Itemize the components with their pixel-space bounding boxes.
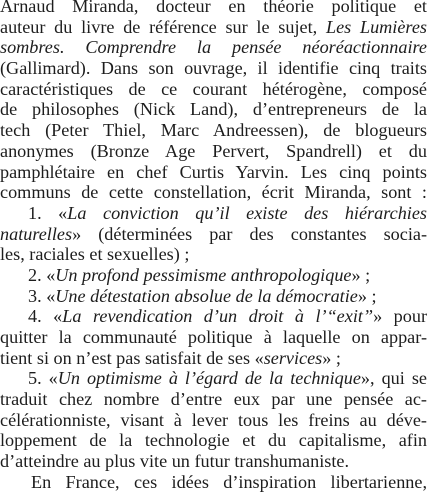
text-segment: » ; xyxy=(351,264,371,285)
text-line xyxy=(0,306,429,327)
text-line xyxy=(0,265,429,286)
text-line xyxy=(0,389,429,410)
text-line xyxy=(0,410,429,431)
text-line xyxy=(0,182,429,203)
text-line xyxy=(0,286,429,307)
text-segment: 2. « xyxy=(28,264,56,285)
text-line xyxy=(0,368,429,389)
text-line xyxy=(0,120,429,141)
text-line xyxy=(0,162,429,183)
text-segment: tech (Peter Thiel, Marc Andreessen), de blogueurs xyxy=(0,120,427,141)
italic-text: sombres. Comprendre la pensée néoréactionnaire xyxy=(0,37,427,58)
italic-text: Un profond pessimisme anthropologique xyxy=(55,264,352,285)
text-line xyxy=(0,17,429,38)
italic-text: Les Lumières xyxy=(325,16,427,37)
text-line xyxy=(0,348,429,369)
text-segment: 1. « xyxy=(28,202,68,223)
text-line xyxy=(0,430,429,451)
text-line xyxy=(0,244,429,265)
italic-text: Un optimisme à l’égard de la technique xyxy=(57,368,361,389)
text-segment: communs de cette constellation, écrit Miranda, sont : xyxy=(0,182,427,203)
text-line xyxy=(0,58,429,79)
text-segment: 3. « xyxy=(28,285,56,306)
text-line xyxy=(0,79,429,100)
text-segment: auteur du livre de référence sur le sujet, xyxy=(0,16,326,37)
text-line xyxy=(0,451,429,472)
italic-text: naturelles xyxy=(0,223,73,244)
text-segment: En France, ces idées d’inspiration libertarienne, xyxy=(31,471,427,492)
text-segment: » ; xyxy=(357,285,377,306)
text-line xyxy=(0,224,429,245)
text-line xyxy=(0,203,429,224)
text-line xyxy=(0,99,429,120)
text-segment: » (déterminées par des constantes socia- xyxy=(72,223,427,244)
italic-text: La conviction qu’il existe des hiérarchies xyxy=(67,202,428,223)
text-segment: Arnaud Miranda, docteur en théorie politique et xyxy=(0,0,427,16)
text-segment: d’atteindre au plus vite un futur transhumaniste. xyxy=(0,451,350,472)
text-line xyxy=(0,327,429,348)
text-segment: loppement de la technologie et du capitalisme, afin xyxy=(0,430,427,451)
text-line xyxy=(0,37,429,58)
text-segment: 4. « xyxy=(28,306,63,327)
text-segment: les, raciales et sexuelles) ; xyxy=(0,244,190,265)
text-segment: anonymes (Bronze Age Pervert, Spandrell) et du xyxy=(0,140,427,161)
text-segment: de philosophes (Nick Land), d’entrepreneurs de la xyxy=(0,99,427,120)
text-segment: tient si on n’est pas satisfait de ses « xyxy=(0,347,264,368)
italic-text: Une détestation absolue de la démocratie xyxy=(55,285,358,306)
italic-text: La revendication d’un droit à l’“exit” xyxy=(62,306,374,327)
text-segment: célérationniste, visant à lever tous les freins au déve- xyxy=(0,409,427,430)
text-segment: pamphlétaire en chef Curtis Yarvin. Les cinq points xyxy=(0,161,427,182)
text-line xyxy=(0,0,429,17)
text-segment: » ; xyxy=(322,347,341,368)
text-segment: quitter la communauté politique à laquelle on appar- xyxy=(0,327,427,347)
text-line xyxy=(0,141,429,162)
text-segment: (Gallimard). Dans son ouvrage, il identifie cinq traits xyxy=(0,58,427,79)
text-segment: caractéristiques de ce courant hétérogène, composé xyxy=(0,78,427,99)
text-segment: 5. « xyxy=(28,368,58,389)
text-segment: », qui se xyxy=(360,368,427,389)
text-segment: » pour xyxy=(373,306,428,327)
italic-text: services xyxy=(263,347,323,368)
text-line xyxy=(0,472,429,493)
text-segment: traduit chez nombre d’entre eux par une pensée ac- xyxy=(0,389,427,410)
